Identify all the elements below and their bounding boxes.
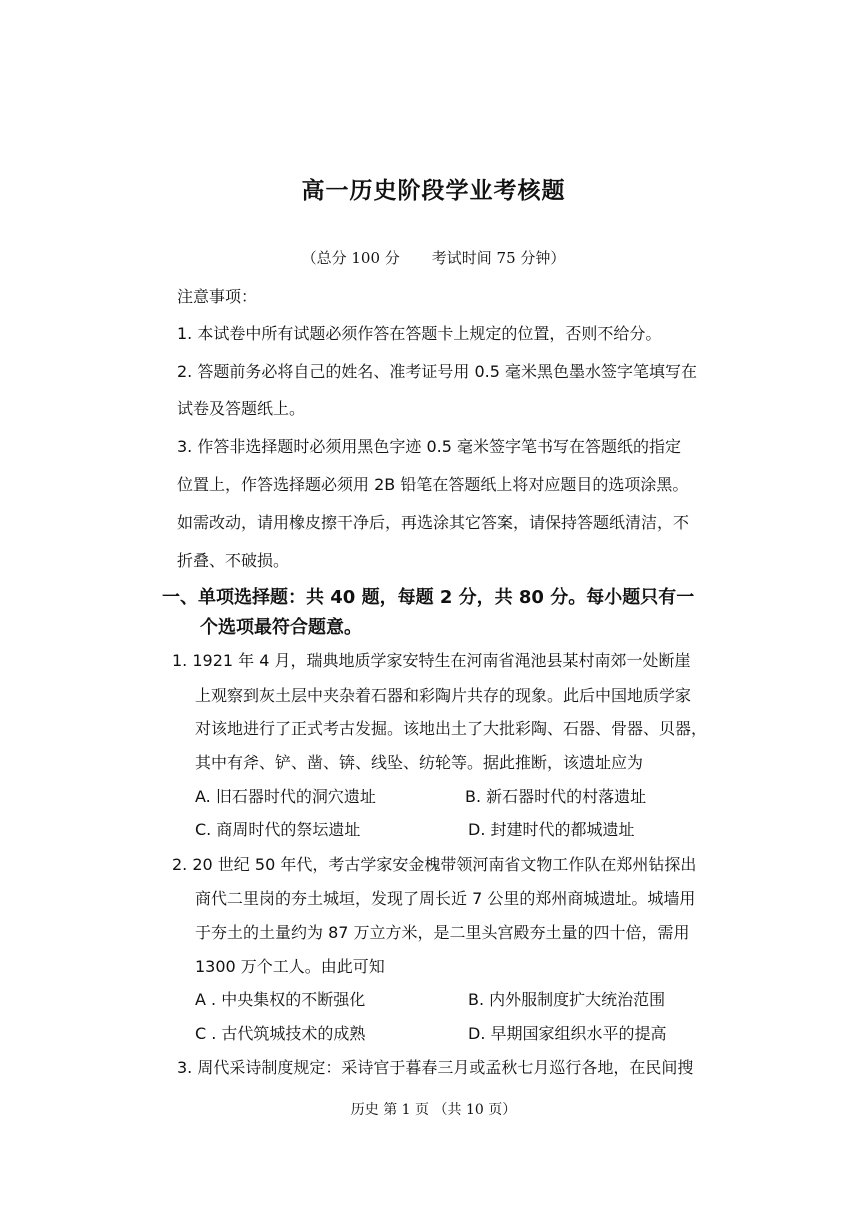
question-1-stem: 对该地进行了正式考古发掘。该地出土了大批彩陶、石器、骨器、贝器， — [195, 719, 708, 738]
question-1-option-a: A. 旧石器时代的洞穴遗址 — [195, 787, 376, 806]
question-1-stem: 其中有斧、铲、凿、锛、线坠、纺轮等。据此推断，该遗址应为 — [195, 753, 644, 772]
total-score: （总分 100 分 — [301, 249, 400, 267]
question-2-option-d: D. 早期国家组织水平的提高 — [468, 1024, 667, 1043]
question-2-option-c: C . 古代筑城技术的成熟 — [195, 1024, 366, 1043]
notice-line: 如需改动，请用橡皮擦干净后，再选涂其它答案，请保持答题纸清洁，不 — [177, 513, 690, 532]
notice-line: 1. 本试卷中所有试题必须作答在答题卡上规定的位置，否则不给分。 — [177, 324, 662, 343]
question-1-option-b: B. 新石器时代的村落遗址 — [465, 787, 647, 806]
question-2-stem: 1300 万个工人。由此可知 — [195, 957, 385, 976]
question-1-stem: 上观察到灰土层中夹杂着石器和彩陶片共存的现象。此后中国地质学家 — [195, 686, 692, 705]
question-1-option-d: D. 封建时代的都城遗址 — [468, 820, 635, 839]
question-3-stem: 3. 周代采诗制度规定：采诗官于暮春三月或孟秋七月巡行各地，在民间搜 — [177, 1058, 694, 1077]
question-2-stem: 于夯土的土量约为 87 万立方米，是二里头宫殿夯土量的四十倍，需用 — [195, 923, 690, 942]
question-1-stem: 1. 1921 年 4 月，瑞典地质学家安特生在河南省渑池县某村南郊一处断崖 — [172, 651, 691, 670]
notice-line: 2. 答题前务必将自己的姓名、准考证号用 0.5 毫米黑色墨水签字笔填写在 — [177, 362, 697, 381]
notice-line: 3. 作答非选择题时必须用黑色字迹 0.5 毫米签字笔书写在答题纸的指定 — [177, 437, 681, 456]
notice-line: 位置上，作答选择题必须用 2B 铅笔在答题纸上将对应题目的选项涂黑。 — [177, 475, 689, 494]
page-footer: 历史 第 1 页 （共 10 页） — [350, 1102, 517, 1118]
question-2-option-b: B. 内外服制度扩大统治范围 — [468, 990, 666, 1009]
exam-time: 考试时间 75 分钟） — [431, 249, 566, 267]
question-2-stem: 2. 20 世纪 50 年代，考古学家安金槐带领河南省文物工作队在郑州钻探出 — [172, 855, 697, 874]
question-2-stem: 商代二里岗的夯土城垣，发现了周长近 7 公里的郑州商城遗址。城墙用 — [195, 889, 696, 908]
exam-info — [0, 247, 867, 268]
question-2-option-a: A . 中央集权的不断强化 — [195, 990, 366, 1009]
page-title: 高一历史阶段学业考核题 — [301, 178, 566, 204]
notice-line: 折叠、不破损。 — [177, 551, 290, 570]
notice-line: 试卷及答题纸上。 — [177, 399, 306, 418]
section-heading: 一、单项选择题：共 40 题，每题 2 分，共 80 分。每小题只有一 — [162, 587, 695, 608]
question-1-option-c: C. 商周时代的祭坛遗址 — [195, 820, 361, 839]
section-heading-cont: 个选项最符合题意。 — [200, 617, 362, 638]
notice-heading: 注意事项： — [177, 287, 258, 306]
